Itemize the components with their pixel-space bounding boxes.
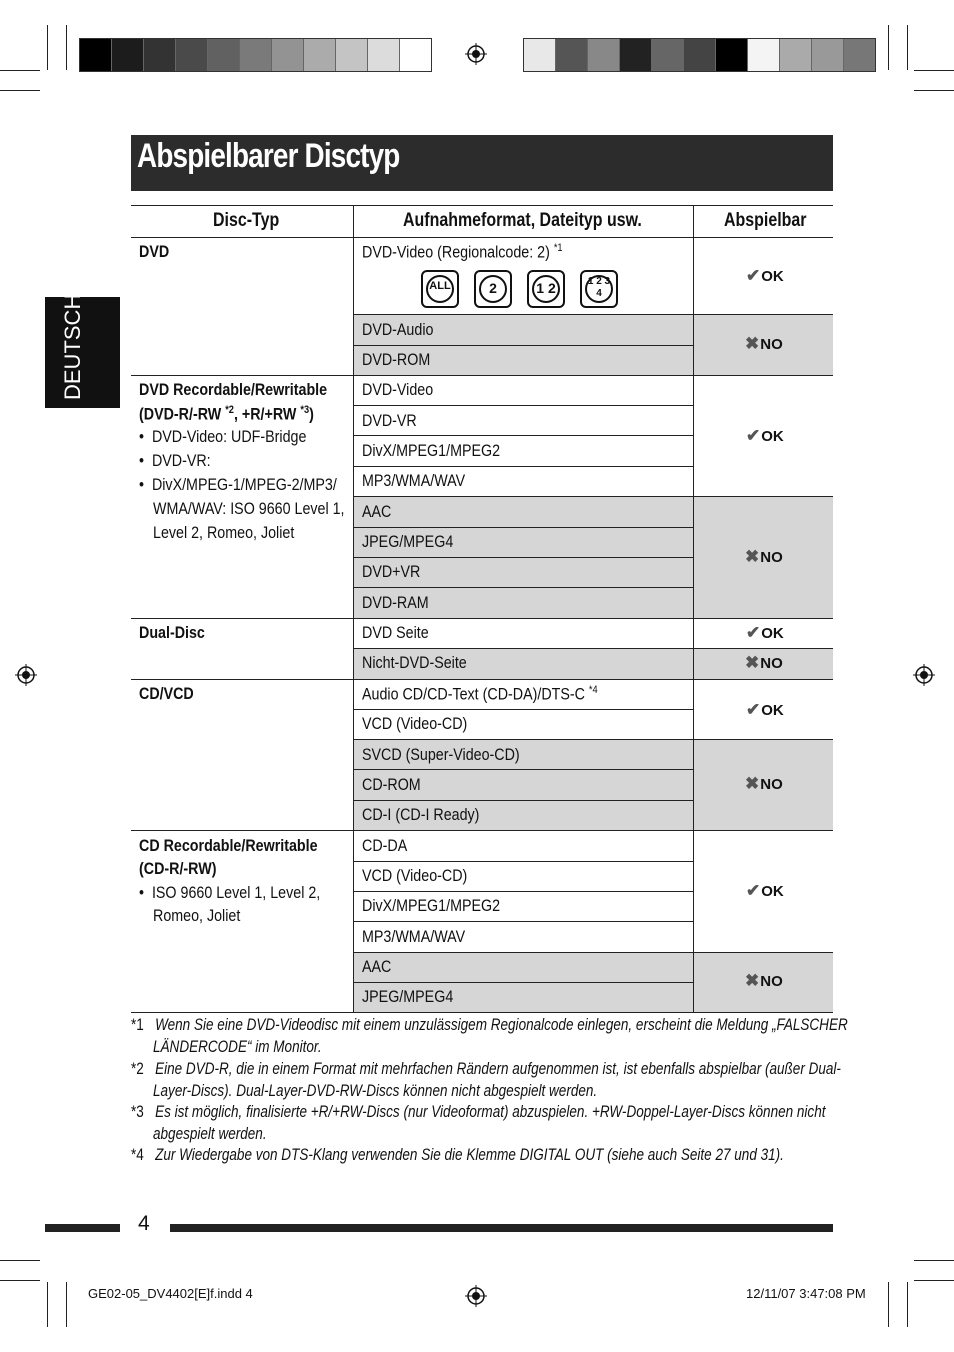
crop-mark xyxy=(888,25,889,70)
format-row: DVD-VR xyxy=(362,411,417,430)
format-row: JPEG/MPEG4 xyxy=(362,987,454,1006)
region-1-2-icon: 1 2 xyxy=(527,270,565,308)
table-rule xyxy=(131,375,833,376)
status-no: ✖ NO xyxy=(745,774,783,793)
table-rule xyxy=(131,1012,833,1013)
format-row: Audio CD/CD-Text (CD-DA)/DTS-C $^{*4}$ xyxy=(362,684,598,704)
table-rule xyxy=(354,314,833,315)
disc-type-dvd: DVD xyxy=(139,242,170,261)
crop-mark xyxy=(907,25,908,70)
table-rule xyxy=(354,587,693,588)
table-rule xyxy=(354,435,693,436)
bullet-item: • DVD-Video: UDF-Bridge xyxy=(139,427,307,446)
status-no: ✖ NO xyxy=(745,334,783,353)
format-row: JPEG/MPEG4 xyxy=(362,532,454,551)
crop-mark xyxy=(66,25,67,70)
table-rule xyxy=(354,466,693,467)
format-row: Nicht-DVD-Seite xyxy=(362,653,467,672)
crop-mark xyxy=(0,90,40,91)
status-ok: ✔ OK xyxy=(746,266,784,285)
disc-type-cd-rw-formats: (CD-R/-RW) xyxy=(139,859,217,878)
format-row: MP3/WMA/WAV xyxy=(362,927,466,946)
status-ok: ✔ OK xyxy=(746,426,784,445)
footer-file: GE02-05_DV4402[E]f.indd 4 xyxy=(88,1286,253,1301)
table-rule xyxy=(353,205,354,1013)
footnote: *3 Es ist möglich, finalisierte +R/+RW-Discs (nur Videoformat) abzuspielen. +RW-Doppel-Layer-Discs können nicht xyxy=(131,1103,826,1121)
crop-mark xyxy=(0,1280,40,1281)
table-rule xyxy=(131,205,833,206)
disc-type-cd-vcd: CD/VCD xyxy=(139,684,194,703)
registration-mark-icon xyxy=(465,1285,487,1307)
table-rule xyxy=(354,739,833,740)
format-dvd-video: DVD-Video (Regionalcode: 2) $^{*1}$ xyxy=(362,242,563,262)
table-rule xyxy=(354,800,693,801)
bullet-item: • DVD-VR: xyxy=(139,451,211,470)
table-rule xyxy=(354,769,693,770)
bullet-item-continued: Level 2, Romeo, Joliet xyxy=(153,523,295,542)
footnote: *1 Wenn Sie eine DVD-Videodisc mit einem unzulässigem Regionalcode einlegen, erscheint die Meldung „FALSCHER xyxy=(131,1016,848,1034)
check-icon: ✔ xyxy=(746,426,761,445)
format-row: SVCD (Super-Video-CD) xyxy=(362,745,520,764)
bullet-item: • DivX/MPEG-1/MPEG-2/MP3/ xyxy=(139,475,337,494)
status-ok: ✔ OK xyxy=(746,881,784,900)
format-row: VCD (Video-CD) xyxy=(362,866,468,885)
crop-mark xyxy=(47,25,48,70)
format-row: CD-DA xyxy=(362,836,408,855)
registration-mark-icon xyxy=(15,664,37,686)
check-icon: ✔ xyxy=(746,700,761,719)
table-rule xyxy=(354,952,833,953)
format-row: AAC xyxy=(362,957,392,976)
status-ok: ✔ OK xyxy=(746,623,784,642)
table-rule xyxy=(131,679,833,680)
cross-icon: ✖ xyxy=(745,547,760,566)
status-no: ✖ NO xyxy=(745,547,783,566)
table-rule xyxy=(354,345,693,346)
format-row: DVD Seite xyxy=(362,623,429,642)
footnote-continued: Layer-Discs). Dual-Layer-DVD-RW-Discs können nicht abgespielt werden. xyxy=(153,1082,598,1100)
language-tab-label: DEUTSCH xyxy=(60,293,85,400)
table-rule xyxy=(354,891,693,892)
disc-type-dvd-rw-formats: (DVD-R/-RW $^{*2}$, +R/+RW $^{*3}$) xyxy=(139,404,314,424)
header-playable: Abspielbar xyxy=(724,210,807,231)
table-rule xyxy=(354,982,693,983)
format-row: CD-I (CD-I Ready) xyxy=(362,805,480,824)
table-rule xyxy=(131,618,833,619)
page-title: Abspielbarer Disctyp xyxy=(137,137,400,175)
cross-icon: ✖ xyxy=(745,971,760,990)
footnote-continued: abgespielt werden. xyxy=(153,1125,267,1143)
region-all-icon: ALL xyxy=(421,270,459,308)
color-bar-right xyxy=(523,38,876,72)
cross-icon: ✖ xyxy=(745,653,760,672)
footnote: *2 Eine DVD-R, die in einem Format mit mehrfachen Rändern aufgenommen ist, ist ebenfalls abspielbar (außer Dual- xyxy=(131,1060,841,1078)
table-rule xyxy=(354,405,693,406)
page-rule-left xyxy=(45,1224,120,1232)
check-icon: ✔ xyxy=(746,266,761,285)
check-icon: ✔ xyxy=(746,881,761,900)
page-rule-right xyxy=(170,1224,833,1232)
crop-mark xyxy=(888,1282,889,1327)
table-rule xyxy=(693,205,694,1013)
table-rule xyxy=(354,527,693,528)
bullet-item-continued: WMA/WAV: ISO 9660 Level 1, xyxy=(153,499,345,518)
format-row: VCD (Video-CD) xyxy=(362,714,468,733)
disc-type-dual-disc: Dual-Disc xyxy=(139,623,205,642)
table-rule xyxy=(354,921,693,922)
cross-icon: ✖ xyxy=(745,334,760,353)
format-row: AAC xyxy=(362,502,392,521)
crop-mark xyxy=(914,70,954,71)
table-rule xyxy=(354,709,693,710)
format-row: DVD-Video xyxy=(362,380,434,399)
table-rule xyxy=(131,237,833,238)
format-row: DivX/MPEG1/MPEG2 xyxy=(362,896,501,915)
format-row: CD-ROM xyxy=(362,775,421,794)
region-2-icon: 2 xyxy=(474,270,512,308)
table-rule xyxy=(354,557,693,558)
footnote: *4 Zur Wiedergabe von DTS-Klang verwenden Sie die Klemme DIGITAL OUT (siehe auch Seite 27 und 31). xyxy=(131,1146,784,1164)
table-rule xyxy=(354,496,833,497)
crop-mark xyxy=(47,1282,48,1327)
crop-mark xyxy=(66,1282,67,1327)
crop-mark xyxy=(914,90,954,91)
format-row: MP3/WMA/WAV xyxy=(362,471,466,490)
format-row: DivX/MPEG1/MPEG2 xyxy=(362,441,501,460)
status-ok: ✔ OK xyxy=(746,700,784,719)
crop-mark xyxy=(907,1282,908,1327)
format-dvd-audio: DVD-Audio xyxy=(362,320,434,339)
bullet-item-continued: Romeo, Joliet xyxy=(153,906,241,925)
header-disc-type: Disc-Typ xyxy=(213,210,280,231)
page-number: 4 xyxy=(138,1212,150,1235)
format-dvd-rom: DVD-ROM xyxy=(362,350,431,369)
crop-mark xyxy=(0,1260,40,1261)
color-bar-left xyxy=(79,38,432,72)
region-1-2-3-4-icon: 1 2 3 4 xyxy=(580,270,618,308)
disc-type-dvd-rw: DVD Recordable/Rewritable xyxy=(139,380,328,399)
bullet-item: • ISO 9660 Level 1, Level 2, xyxy=(139,883,321,902)
footer-date: 12/11/07 3:47:08 PM xyxy=(746,1286,866,1301)
format-row: DVD-RAM xyxy=(362,593,429,612)
cross-icon: ✖ xyxy=(745,774,760,793)
table-rule xyxy=(131,830,833,831)
crop-mark xyxy=(914,1280,954,1281)
disc-type-cd-rw: CD Recordable/Rewritable xyxy=(139,836,318,855)
crop-mark xyxy=(0,70,40,71)
registration-mark-icon xyxy=(913,664,935,686)
status-no: ✖ NO xyxy=(745,653,783,672)
footnote-continued: LÄNDERCODE“ im Monitor. xyxy=(153,1038,322,1056)
header-format: Aufnahmeformat, Dateityp usw. xyxy=(403,210,642,231)
check-icon: ✔ xyxy=(746,623,761,642)
registration-mark-icon xyxy=(465,43,487,65)
format-row: DVD+VR xyxy=(362,562,421,581)
table-rule xyxy=(354,648,833,649)
crop-mark xyxy=(914,1260,954,1261)
status-no: ✖ NO xyxy=(745,971,783,990)
table-rule xyxy=(354,861,693,862)
